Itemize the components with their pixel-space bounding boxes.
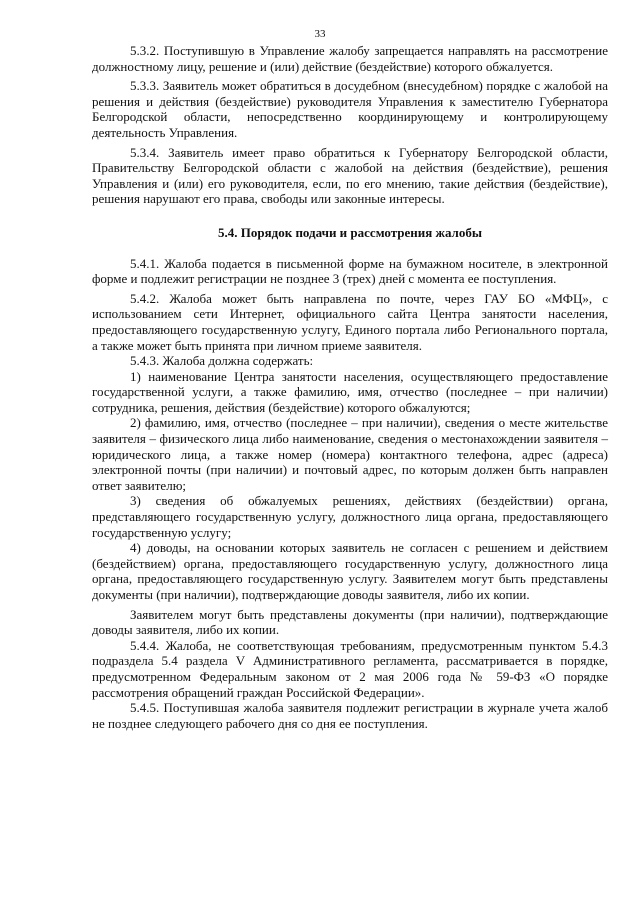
paragraph-5-3-2: 5.3.2. Поступившую в Управление жалобу запрещается направлять на рассмотрение должностному лицу, решение и (или) действие (бездействие) которого обжалуется. xyxy=(92,43,608,74)
paragraph-applicant-documents: Заявителем могут быть представлены документы (при наличии), подтверждающие доводы заявителя, либо их копии. xyxy=(92,606,608,638)
page-number: 33 xyxy=(314,28,326,40)
paragraph-5-4-2: 5.4.2. Жалоба может быть направлена по почте, через ГАУ БО «МФЦ», с использованием сети Интернет, официального сайта Центра занятости населения, предоставляющего государственную услугу, Единого портала либо Регионального портала, а также может быть принята при личном приеме заявителя. xyxy=(92,290,608,353)
paragraph-5-4-4: 5.4.4. Жалоба, не соответствующая требованиям, предусмотренным пунктом 5.4.3 подраздела 5.4 раздела V Административного регламента, рассматривается в порядке, предусмотренном Федеральным законом от 2 мая 2006 года № 59-ФЗ «О порядке рассмотрения обращений граждан Российской Федерации». xyxy=(92,637,608,700)
section-heading-5-4: 5.4. Порядок подачи и рассмотрения жалобы xyxy=(218,224,482,240)
paragraph-5-4-3: 5.4.3. Жалоба должна содержать: xyxy=(130,353,314,369)
paragraph-5-3-4: 5.3.4. Заявитель имеет право обратиться к Губернатору Белгородской области, Правительству Белгородской области с жалобой на действия (бездействие), решения Управления и (или) его руководителя, если, по его мнению, такие действия (бездействие), решения нарушают его права, свободы или законные интересы. xyxy=(92,144,608,207)
list-item-2: 2) фамилию, имя, отчество (последнее – при наличии), сведения о месте жительстве заявителя – физического лица либо наименование, сведения о местонахождении заявителя – юридического лица, а также номер (номера) контактного телефона, адрес (адреса) электронной почты (при наличии) и почтовый адрес, по которым должен быть направлен ответ заявителю; xyxy=(92,415,608,493)
paragraph-5-4-1: 5.4.1. Жалоба подается в письменной форме на бумажном носителе, в электронной форме и подлежит регистрации не позднее 3 (трех) дней с момента ее поступления. xyxy=(92,255,608,287)
paragraph-5-4-5: 5.4.5. Поступившая жалоба заявителя подлежит регистрации в журнале учета жалоб не позднее следующего рабочего дня со дня ее поступления. xyxy=(92,700,608,731)
document-body xyxy=(92,43,608,731)
list-item-3: 3) сведения об обжалуемых решениях, действиях (бездействии) органа, представляющего государственную услугу, должностного лица органа, предоставляющего государственную услугу; xyxy=(92,493,608,540)
list-item-4: 4) доводы, на основании которых заявитель не согласен с решением и действием (бездействием) органа, предоставляющего государственную услугу, должностного лица органа, предоставляющего государственную услугу. Заявителем могут быть представлены документы (при наличии), подтверждающие доводы заявителя, либо их копии. xyxy=(92,540,608,602)
list-item-1: 1) наименование Центра занятости населения, осуществляющего предоставление государственной услуги, а также фамилию, имя, отчество (последнее – при наличии) сотрудника, решения, действия (бездействие) которого обжалуются; xyxy=(92,368,608,415)
paragraph-5-3-3: 5.3.3. Заявитель может обратиться в досудебном (внесудебном) порядке с жалобой на решения и действия (бездействие) руководителя Управления к заместителю Губернатора Белгородской области, непосредственно координирующему и контролирующему деятельность Управления. xyxy=(92,78,608,140)
